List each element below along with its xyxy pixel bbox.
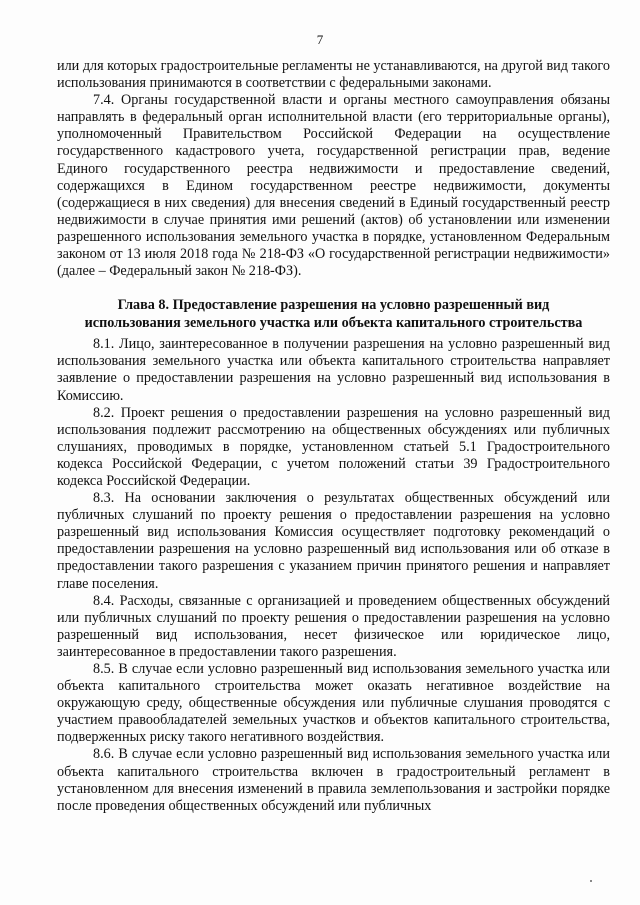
paragraph-8-4: 8.4. Расходы, связанные с организацией и проведением общественных обсуждений или публичных слушаний по проекту решения о предоставлении разрешения на условно разрешенный вид использования, несет физическое или юридическое лицо, заинтересованное в предоставлении такого разрешения. xyxy=(57,592,610,660)
chapter-heading-line-2: использования земельного участка или объекта капитального строительства xyxy=(84,314,583,331)
scan-speck xyxy=(590,880,592,882)
document-body xyxy=(57,58,610,815)
paragraph-8-3: 8.3. На основании заключения о результатах общественных обсуждений или публичных слушаний по проекту решения о предоставлении разрешения на условно разрешенный вид использования Комиссия осуществляет подготовку рекомендаций о предоставлении разрешения на условно разрешенный вид использования или об отказе в предоставлении такого разрешения с указанием причин принятого решения и направляет главе поселения. xyxy=(57,490,610,592)
paragraph-8-5: 8.5. В случае если условно разрешенный вид использования земельного участка или объекта капитального строительства может оказать негативное воздействие на окружающую среду, общественные обсуждения или публичные слушания проводятся с участием правообладателей земельных участков и объектов капитального строительства, подверженных риску такого негативного воздействия. xyxy=(57,661,610,746)
paragraph-continuation: или для которых градостроительные регламенты не устанавливаются, на другой вид такого использования принимаются в соответствии с федеральными законами. xyxy=(57,58,610,92)
page-number: 7 xyxy=(316,32,324,47)
chapter-heading xyxy=(57,297,610,332)
paragraph-8-1: 8.1. Лицо, заинтересованное в получении разрешения на условно разрешенный вид использования земельного участка или объекта капитального строительства направляет заявление о предоставлении разрешения на условно разрешенный вид использования в Комиссию. xyxy=(57,336,610,404)
chapter-heading-line-1: Глава 8. Предоставление разрешения на условно разрешенный вид xyxy=(117,297,550,314)
paragraph-8-2: 8.2. Проект решения о предоставлении разрешения на условно разрешенный вид использования подлежит рассмотрению на общественных обсуждениях или публичных слушаниях, проводимых в порядке, установленном статьей 5.1 Градостроительного кодекса Российской Федерации, с учетом положений статьи 39 Градостроительного кодекса Российской Федерации. xyxy=(57,404,610,489)
paragraph-7-4: 7.4. Органы государственной власти и органы местного самоуправления обязаны направлять в федеральный орган исполнительной власти (его территориальные органы), уполномоченный Правительством Российской Федерации на осуществление государственного кадастрового учета, государственной регистрации прав, ведение Единого государственного реестра недвижимости и предоставление сведений, содержащихся в Едином государственном реестре недвижимости, документы (содержащиеся в них сведения) для внесения сведений в Единый государственный реестр недвижимости в случае принятия ими решений (актов) об установлении или изменении разрешенного использования земельного участка в порядке, установленном Федеральным законом от 13 июля 2018 года № 218-ФЗ «О государственной регистрации недвижимости» (далее – Федеральный закон № 218-ФЗ). xyxy=(57,92,610,280)
paragraph-8-6: 8.6. В случае если условно разрешенный вид использования земельного участка или объекта капитального строительства включен в градостроительный регламент в установленном для внесения изменений в правила землепользования и застройки порядке после проведения общественных обсуждений или публичных xyxy=(57,746,610,814)
